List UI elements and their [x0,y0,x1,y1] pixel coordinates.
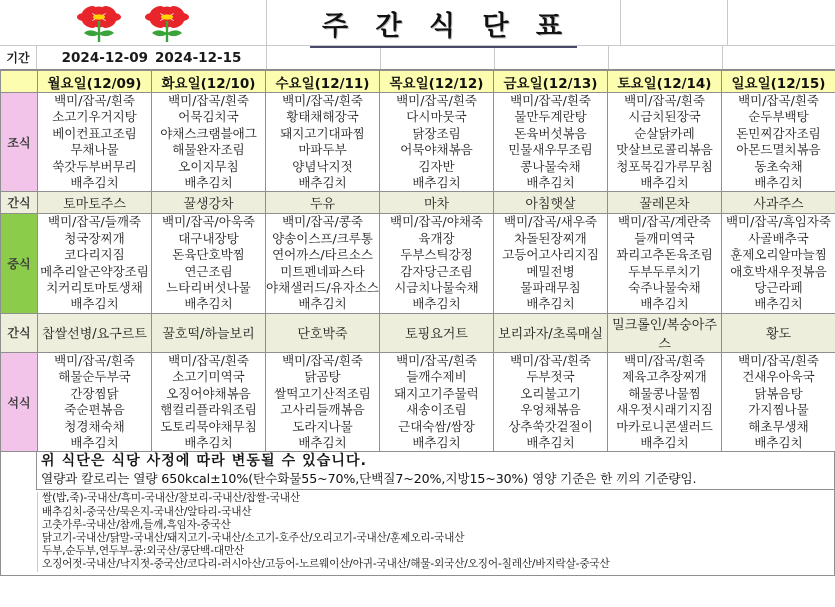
lunch-cell-sunday [722,214,835,313]
day-header-monday: 월요일(12/09) [38,71,152,93]
dish: 백미/잡곡/흰죽 [396,352,477,368]
snack2-cell-wednesday: 단호박죽 [266,313,380,352]
dish: 동초숙채 [754,158,803,174]
breakfast-cell-friday [494,93,608,192]
dish: 배추김치 [298,175,347,191]
period-blank-cells [267,46,835,69]
dish: 오징어야채볶음 [166,385,251,401]
period-row [0,46,835,70]
period-blank-4 [609,46,723,69]
period-label: 기간 [0,46,37,69]
dish: 해물순두부국 [58,369,131,385]
lunch-cell-saturday [608,214,722,313]
dish: 야채스크램블애그 [160,125,257,141]
row-label-lunch: 중식 [1,214,38,313]
dinner-cell-thursday [380,352,494,451]
dish: 청포묵김가루무침 [616,158,713,174]
origin-line-tofu: 두부,순두부,연두부-콩:외국산/콩단백-대만산 [42,545,245,558]
dish: 대구내장탕 [178,230,239,246]
origin-line-rice: 쌀(밥,죽)-국내산/흑미-국내산/찰보리-국내산/찹쌀-국내산 [42,492,300,505]
table-corner-cell [1,71,38,93]
lunch-cell-monday [38,214,152,313]
dish: 배추김치 [412,175,461,191]
dish: 도토리묵야채무침 [160,418,257,434]
row-label-snack-2: 간식 [1,313,38,352]
dish: 물만두계란탕 [514,109,587,125]
dish: 배추김치 [526,296,575,312]
dish: 시금치나물숙채 [394,280,479,296]
dish: 백미/잡곡/새우죽 [504,214,597,230]
snack2-cell-monday: 찹쌀선병/요구르트 [38,313,152,352]
dish: 해초무생채 [748,418,809,434]
dish: 백미/잡곡/흰죽 [624,352,705,368]
dish: 배추김치 [526,434,575,450]
dish: 청국장찌개 [64,230,125,246]
day-header-saturday: 토요일(12/14) [608,71,722,93]
dish: 고사리들깨볶음 [280,402,365,418]
dish: 백미/잡곡/흰죽 [738,93,819,108]
dish: 느타리버섯나물 [166,280,251,296]
dish: 배추김치 [526,175,575,191]
dish: 사골배추국 [748,230,809,246]
dish: 돈육단호박찜 [172,247,245,263]
period-start-date: 2024-12-09 [61,49,148,66]
flower-decoration [0,0,267,45]
snack1-row [1,192,835,214]
flower-icon [70,2,128,44]
day-header-thursday: 목요일(12/12) [380,71,494,93]
origin-line-seafood: 오징어젓-국내산/낙지젓-중국산/코다리-러시아산/고등어-노르웨이산/아귀-국내산/해물-외국산/오징어-칠레산/바지락살-중국산 [42,558,610,571]
dish: 베이컨표고조림 [52,125,137,141]
dish: 햄컬리플라워조림 [160,402,257,418]
dish: 백미/잡곡/흰죽 [282,93,363,108]
dish: 훈제오리알마늘찜 [730,247,827,263]
dish: 백미/잡곡/들깨죽 [48,214,141,230]
dish: 황태채해장국 [286,109,359,125]
snack2-cell-friday: 보리과자/초록매실 [494,313,608,352]
dish: 백미/잡곡/계란죽 [618,214,711,230]
dinner-cell-tuesday [152,352,266,451]
dish: 차돌된장찌개 [514,230,587,246]
dish: 고등어고사리지짐 [502,247,599,263]
period-blank-1 [267,46,381,69]
breakfast-row [1,93,835,192]
snack1-cell-monday: 토마토주스 [38,192,152,214]
dinner-row [1,352,835,451]
dish: 배추김치 [70,175,119,191]
dish: 백미/잡곡/흰죽 [510,352,591,368]
row-label-snack-1: 간식 [1,192,38,214]
weekly-menu-table [0,70,835,452]
dish: 닭장조림 [412,125,461,141]
dish: 백미/잡곡/흰죽 [168,93,249,108]
dish: 순살닭카레 [634,125,695,141]
notice-calorie-standard: 열량과 칼로리는 열량 650kcal±10%(탄수화물55~70%,단백질7~20%,지방15~30%) 영양 기준은 한 끼의 기준량임. [41,471,697,487]
dish: 야채샐러드/유자소스 [266,280,379,296]
dish: 육개장 [418,230,455,246]
dish: 새송이조림 [406,402,467,418]
breakfast-cell-thursday [380,93,494,192]
dish: 두부두루치기 [628,263,701,279]
dish: 배추김치 [298,434,347,450]
header-blank-cell-1 [621,0,728,45]
dish: 양념낙지젓 [292,158,353,174]
dish: 새우젓시래기지짐 [616,402,713,418]
dish: 당근라페 [754,280,803,296]
dish: 두부젓국 [526,369,575,385]
dish: 백미/잡곡/야채죽 [390,214,483,230]
dish: 백미/잡곡/흰죽 [510,93,591,108]
period-dates [37,46,267,69]
dish: 닭곰탕 [304,369,341,385]
dish: 백미/잡곡/흰죽 [168,352,249,368]
day-header-tuesday: 화요일(12/10) [152,71,266,93]
lunch-cell-tuesday [152,214,266,313]
dish: 마파두부 [298,142,347,158]
breakfast-cell-wednesday [266,93,380,192]
dish: 소고기우거지탕 [52,109,137,125]
dish: 맛살브로콜리볶음 [616,142,713,158]
dish: 쌀떡고기산적조림 [274,385,371,401]
period-blank-5 [723,46,835,69]
page-title: 주 간 식 단 표 [310,4,577,48]
dinner-cell-saturday [608,352,722,451]
dish: 배추김치 [184,434,233,450]
dish: 순두부백탕 [748,109,809,125]
period-blank-3 [495,46,609,69]
dish: 콩나물숙채 [520,158,581,174]
dish: 상추쑥갓겉절이 [508,418,593,434]
origin-line-meat: 닭고기-국내산/닭말-국내산/돼지고기-국내산/소고기-호주산/오리고기-국내산/훈제오리-국내산 [42,531,465,544]
dish: 감자당근조림 [400,263,473,279]
dinner-cell-sunday [722,352,835,451]
notes-body [37,452,835,490]
dish: 도라지나물 [292,418,353,434]
day-header-friday: 금요일(12/13) [494,71,608,93]
dish: 백미/잡곡/아욱죽 [162,214,255,230]
dish: 양송이스프/크루통 [272,230,373,246]
breakfast-cell-monday [38,93,152,192]
dish: 두부스틱강정 [400,247,473,263]
dish: 메밀전병 [526,263,575,279]
dish: 배추김치 [412,434,461,450]
snack1-cell-sunday: 사과주스 [722,192,835,214]
dish: 돼지고기대파찜 [280,125,365,141]
lunch-cell-friday [494,214,608,313]
dish: 해물완자조림 [172,142,245,158]
dish: 애호박새우젓볶음 [730,263,827,279]
breakfast-cell-tuesday [152,93,266,192]
dish: 백미/잡곡/콩죽 [282,214,363,230]
dish: 오리불고기 [520,385,581,401]
snack1-cell-thursday: 마차 [380,192,494,214]
snack1-cell-tuesday: 꿀생강차 [152,192,266,214]
dish: 어묵야채볶음 [400,142,473,158]
dish: 우엉채볶음 [520,402,581,418]
row-label-dinner: 석식 [1,352,38,451]
snack1-cell-friday: 아침햇살 [494,192,608,214]
dish: 어묵김치국 [178,109,239,125]
dinner-cell-friday [494,352,608,451]
dish: 미트펜네파스타 [280,263,365,279]
dish: 백미/잡곡/흰죽 [396,93,477,108]
dish: 배추김치 [640,296,689,312]
dish: 메추리알곤약장조림 [40,263,149,279]
dish: 건새우아욱국 [742,369,815,385]
snack1-cell-saturday: 꿀레몬차 [608,192,722,214]
dish: 배추김치 [640,175,689,191]
dish: 들깨수제비 [406,369,467,385]
snack2-cell-sunday: 황도 [722,313,835,352]
dish: 배추김치 [70,296,119,312]
dish: 백미/잡곡/흰죽 [624,93,705,108]
dish: 간장찜닭 [70,385,119,401]
dish: 꽈리고추돈육조림 [616,247,713,263]
origin-of-ingredients-box [0,490,835,575]
dish: 들깨미역국 [634,230,695,246]
dish: 쑥갓두부버무리 [52,158,137,174]
header-blank-cell-2 [728,0,835,45]
row-label-breakfast: 조식 [1,93,38,192]
flower-icon [138,2,196,44]
dish: 가지찜나물 [748,402,809,418]
day-header-row [1,71,835,93]
day-header-wednesday: 수요일(12/11) [266,71,380,93]
period-blank-2 [381,46,495,69]
dish: 청경채숙채 [64,418,125,434]
dish: 죽순편볶음 [64,402,125,418]
dish: 백미/잡곡/흰죽 [54,93,135,108]
snack2-cell-saturday: 밀크롤인/복숭아주스 [608,313,722,352]
dish: 닭볶음탕 [754,385,803,401]
notice-variable-menu: 위 식단은 식당 사정에 따라 변동될 수 있습니다. [41,453,368,470]
dish: 배추김치 [754,175,803,191]
dish: 배추김치 [754,296,803,312]
dish: 돈육버섯볶음 [514,125,587,141]
dish: 백미/잡곡/흰죽 [282,352,363,368]
lunch-cell-wednesday [266,214,380,313]
origin-line-kimchi: 배추김치-중국산/묵은지-국내산/알타리-국내산 [42,505,252,518]
origin-line-spices: 고춧가루-국내산/참깨,들깨,흑임자-중국산 [42,518,231,531]
dish: 아몬드멸치볶음 [736,142,821,158]
dinner-cell-monday [38,352,152,451]
dish: 오이지무침 [178,158,239,174]
snack2-cell-tuesday: 꿀호떡/하늘보리 [152,313,266,352]
dish: 시금치된장국 [628,109,701,125]
dish: 백미/잡곡/흑임자죽 [725,214,832,230]
dish: 배추김치 [184,296,233,312]
day-header-sunday: 일요일(12/15) [722,71,835,93]
lunch-row [1,214,835,313]
origin-left-spacer [1,492,38,571]
dish: 돈민찌감자조림 [736,125,821,141]
lunch-cell-thursday [380,214,494,313]
dish: 물파래무침 [520,280,581,296]
snack1-cell-wednesday: 두유 [266,192,380,214]
dish: 제육고추장찌개 [622,369,707,385]
dish: 배추김치 [412,296,461,312]
dish: 무채나물 [70,142,119,158]
origin-lines [38,492,834,571]
dish: 소고기미역국 [172,369,245,385]
snack2-row [1,313,835,352]
dish: 다시마뭇국 [406,109,467,125]
dinner-cell-wednesday [266,352,380,451]
breakfast-cell-saturday [608,93,722,192]
dish: 김자반 [418,158,455,174]
dish: 배추김치 [754,434,803,450]
period-end-date: 2024-12-15 [155,49,242,66]
notes-left-spacer [0,452,37,490]
dish: 해물콩나물찜 [628,385,701,401]
breakfast-cell-sunday [722,93,835,192]
notes-row [0,452,835,490]
dish: 연어까스/타르소스 [272,247,373,263]
dish: 배추김치 [298,296,347,312]
dish: 연근조림 [184,263,233,279]
dish: 돼지고기주물럭 [394,385,479,401]
dish: 백미/잡곡/흰죽 [54,352,135,368]
dish: 치커리토마토생채 [46,280,143,296]
dish: 백미/잡곡/흰죽 [738,352,819,368]
page-header-band [0,0,835,46]
dish: 마카로니콘샐러드 [616,418,713,434]
dish: 근대숙쌈/쌈장 [398,418,475,434]
dish: 숙주나물숙채 [628,280,701,296]
dish: 코다리지짐 [64,247,125,263]
dish: 배추김치 [184,175,233,191]
dish: 민물새우무조림 [508,142,593,158]
dish: 배추김치 [640,434,689,450]
page-title-cell [267,0,621,45]
dish: 배추김치 [70,434,119,450]
snack2-cell-thursday: 토핑요거트 [380,313,494,352]
